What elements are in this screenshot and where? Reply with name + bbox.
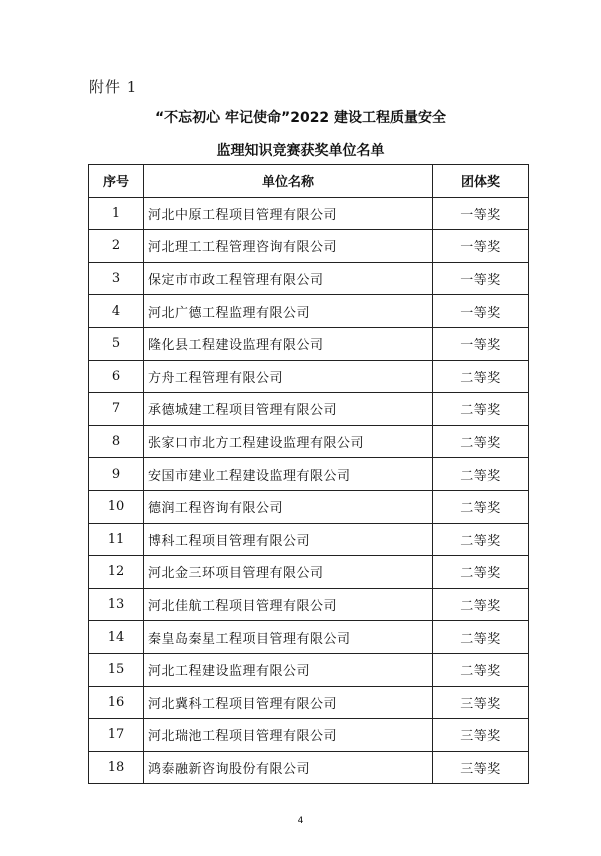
- row-award: 三等奖: [433, 719, 529, 752]
- row-unit-name: 河北理工工程管理咨询有限公司: [144, 230, 433, 263]
- table-row: [89, 686, 529, 719]
- row-seq: 18: [89, 751, 144, 784]
- table-row: [89, 262, 529, 295]
- attachment-label: 附件 1: [89, 78, 138, 96]
- row-award: 二等奖: [433, 393, 529, 426]
- row-seq: 3: [89, 262, 144, 295]
- row-award: 三等奖: [433, 686, 529, 719]
- row-seq: 11: [89, 523, 144, 556]
- header-name: 单位名称: [144, 165, 433, 198]
- row-seq: 2: [89, 230, 144, 263]
- row-award: 二等奖: [433, 523, 529, 556]
- row-seq: 1: [89, 197, 144, 230]
- table-row: [89, 653, 529, 686]
- row-award: 三等奖: [433, 751, 529, 784]
- row-seq: 17: [89, 719, 144, 752]
- row-unit-name: 河北金三环项目管理有限公司: [144, 556, 433, 589]
- row-award: 一等奖: [433, 262, 529, 295]
- row-award: 一等奖: [433, 295, 529, 328]
- row-unit-name: 鸿泰融新咨询股份有限公司: [144, 751, 433, 784]
- header-award: 团体奖: [433, 165, 529, 198]
- row-seq: 13: [89, 588, 144, 621]
- table-row: [89, 490, 529, 523]
- row-unit-name: 方舟工程管理有限公司: [144, 360, 433, 393]
- header-seq: 序号: [89, 165, 144, 198]
- row-seq: 8: [89, 425, 144, 458]
- row-seq: 4: [89, 295, 144, 328]
- row-unit-name: 博科工程项目管理有限公司: [144, 523, 433, 556]
- table-row: [89, 588, 529, 621]
- table-row: [89, 458, 529, 491]
- row-unit-name: 张家口市北方工程建设监理有限公司: [144, 425, 433, 458]
- table-row: [89, 751, 529, 784]
- row-unit-name: 承德城建工程项目管理有限公司: [144, 393, 433, 426]
- row-award: 二等奖: [433, 556, 529, 589]
- table-row: [89, 556, 529, 589]
- row-seq: 10: [89, 490, 144, 523]
- row-award: 二等奖: [433, 490, 529, 523]
- table-row: [89, 197, 529, 230]
- row-seq: 14: [89, 621, 144, 654]
- row-seq: 12: [89, 556, 144, 589]
- row-unit-name: 河北冀科工程项目管理有限公司: [144, 686, 433, 719]
- table-row: [89, 295, 529, 328]
- row-seq: 15: [89, 653, 144, 686]
- document-title-line2: 监理知识竞赛获奖单位名单: [216, 143, 385, 159]
- table-row: [89, 327, 529, 360]
- row-award: 二等奖: [433, 588, 529, 621]
- row-unit-name: 河北瑞池工程项目管理有限公司: [144, 719, 433, 752]
- page-number: 4: [297, 816, 304, 826]
- row-award: 二等奖: [433, 653, 529, 686]
- row-seq: 6: [89, 360, 144, 393]
- document-title-line1: “不忘初心 牢记使命”2022 建设工程质量安全: [154, 110, 447, 126]
- row-seq: 5: [89, 327, 144, 360]
- table-row: [89, 523, 529, 556]
- table-header-row: [89, 165, 529, 198]
- table-row: [89, 360, 529, 393]
- row-unit-name: 河北佳航工程项目管理有限公司: [144, 588, 433, 621]
- row-unit-name: 河北中原工程项目管理有限公司: [144, 197, 433, 230]
- award-table: [88, 164, 529, 784]
- row-award: 一等奖: [433, 230, 529, 263]
- row-unit-name: 秦皇岛秦星工程项目管理有限公司: [144, 621, 433, 654]
- row-award: 二等奖: [433, 425, 529, 458]
- row-unit-name: 安国市建业工程建设监理有限公司: [144, 458, 433, 491]
- table-row: [89, 425, 529, 458]
- row-award: 一等奖: [433, 197, 529, 230]
- row-seq: 7: [89, 393, 144, 426]
- row-award: 二等奖: [433, 621, 529, 654]
- table-row: [89, 719, 529, 752]
- row-award: 二等奖: [433, 458, 529, 491]
- table-row: [89, 621, 529, 654]
- table-row: [89, 393, 529, 426]
- row-award: 一等奖: [433, 327, 529, 360]
- row-award: 二等奖: [433, 360, 529, 393]
- row-unit-name: 隆化县工程建设监理有限公司: [144, 327, 433, 360]
- row-seq: 16: [89, 686, 144, 719]
- row-unit-name: 德润工程咨询有限公司: [144, 490, 433, 523]
- row-unit-name: 河北工程建设监理有限公司: [144, 653, 433, 686]
- row-unit-name: 河北广德工程监理有限公司: [144, 295, 433, 328]
- table-row: [89, 230, 529, 263]
- row-seq: 9: [89, 458, 144, 491]
- row-unit-name: 保定市市政工程管理有限公司: [144, 262, 433, 295]
